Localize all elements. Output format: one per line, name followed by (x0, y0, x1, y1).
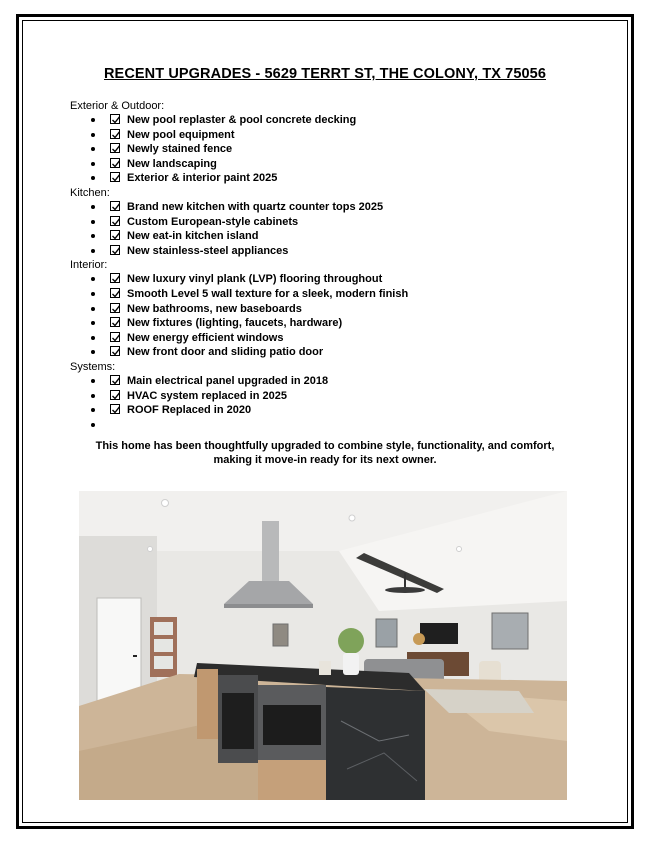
table-lamp (413, 633, 425, 645)
island-side-wood (197, 669, 218, 739)
kitchen-photo (79, 491, 567, 800)
wall-art-1 (376, 619, 397, 647)
item-label: New landscaping (127, 157, 217, 170)
television (420, 623, 458, 644)
item-label: Main electrical panel upgraded in 2018 (127, 374, 329, 387)
list-item (70, 113, 590, 128)
list-item (70, 345, 590, 360)
checked-box-icon (110, 404, 120, 414)
checked-box-icon (110, 158, 120, 168)
section-heading-systems: Systems: (70, 360, 116, 373)
bullet-icon (91, 423, 95, 427)
bullet-icon (91, 336, 95, 340)
bullet-icon (91, 234, 95, 238)
list-item (70, 229, 590, 244)
bullet-icon (91, 118, 95, 122)
list-item (70, 316, 590, 331)
item-label: New fixtures (lighting, faucets, hardware) (127, 317, 343, 330)
bullet-icon (91, 249, 95, 253)
list-item (70, 215, 590, 230)
list-item (70, 128, 590, 143)
page-title: RECENT UPGRADES - 5629 TERRT ST, THE COLONY, TX 75056 (103, 66, 546, 82)
summary-text (60, 440, 590, 467)
section-heading-kitchen: Kitchen: (70, 186, 110, 199)
bullet-icon (91, 176, 95, 180)
checked-box-icon (110, 216, 120, 226)
checked-box-icon (110, 375, 120, 385)
item-label: Custom European-style cabinets (127, 215, 299, 228)
bullet-icon (91, 162, 95, 166)
bullet-icon (91, 277, 95, 281)
item-label: New pool equipment (127, 128, 235, 141)
checked-box-icon (110, 317, 120, 327)
checked-box-icon (110, 129, 120, 139)
bullet-icon (91, 350, 95, 354)
item-label: New front door and sliding patio door (127, 346, 324, 359)
list-item (70, 331, 590, 346)
upgrade-list (70, 99, 590, 432)
list-item (70, 200, 590, 215)
list-item (70, 374, 590, 389)
bullet-icon (91, 220, 95, 224)
item-label: New bathrooms, new baseboards (127, 302, 302, 315)
checked-box-icon (110, 288, 120, 298)
list-item (70, 171, 590, 186)
checked-box-icon (110, 114, 120, 124)
exterior-items (70, 113, 590, 186)
checked-box-icon (110, 303, 120, 313)
item-label: ROOF Replaced in 2020 (127, 404, 252, 417)
checked-box-icon (110, 201, 120, 211)
item-label: Smooth Level 5 wall texture for a sleek, modern finish (127, 287, 409, 300)
list-item (70, 157, 590, 172)
empty-list-item (70, 418, 590, 433)
bullet-icon (91, 379, 95, 383)
bullet-icon (91, 292, 95, 296)
interior-items (70, 272, 590, 360)
list-item (70, 244, 590, 259)
bullet-icon (91, 205, 95, 209)
bullet-icon (91, 133, 95, 137)
checked-box-icon (110, 332, 120, 342)
plant (338, 628, 364, 654)
island-waterfall (326, 687, 425, 800)
item-label: New energy efficient windows (127, 331, 284, 344)
bullet-icon (91, 147, 95, 151)
section-heading-exterior: Exterior & Outdoor: (70, 100, 165, 112)
list-item (70, 403, 590, 418)
list-item (70, 287, 590, 302)
checked-box-icon (110, 245, 120, 255)
checked-box-icon (110, 172, 120, 182)
systems-items (70, 374, 590, 432)
wall-art-3 (273, 624, 288, 646)
checked-box-icon (110, 273, 120, 283)
wall-art-2 (492, 613, 528, 649)
item-label: New pool replaster & pool concrete decking (127, 114, 357, 126)
island-lower-wood (258, 760, 326, 800)
kitchen-items (70, 200, 590, 258)
item-label: New stainless-steel appliances (127, 244, 289, 257)
checked-box-icon (110, 390, 120, 400)
checked-box-icon (110, 143, 120, 153)
checked-box-icon (110, 346, 120, 356)
section-heading-interior: Interior: (70, 259, 108, 272)
item-label: Newly stained fence (127, 143, 233, 156)
summary-line-2: making it move-in ready for its next owner. (213, 453, 437, 466)
item-label: New eat-in kitchen island (127, 230, 259, 243)
item-label: Brand new kitchen with quartz counter tops 2025 (127, 200, 384, 213)
list-item (70, 272, 590, 287)
bullet-icon (91, 394, 95, 398)
bullet-icon (91, 321, 95, 325)
door-handle (133, 655, 137, 657)
list-item (70, 302, 590, 317)
item-label: Exterior & interior paint 2025 (127, 172, 278, 185)
list-item (70, 389, 590, 404)
summary-line-1: This home has been thoughtfully upgraded to combine style, functionality, and comfort, (95, 440, 555, 452)
range-hood-chimney (262, 521, 279, 584)
item-label: HVAC system replaced in 2025 (127, 389, 287, 402)
bullet-icon (91, 307, 95, 311)
bullet-icon (91, 408, 95, 412)
item-label: New luxury vinyl plank (LVP) flooring throughout (127, 273, 383, 286)
list-item (70, 142, 590, 157)
checked-box-icon (110, 230, 120, 240)
ceiling-fan (385, 587, 425, 593)
